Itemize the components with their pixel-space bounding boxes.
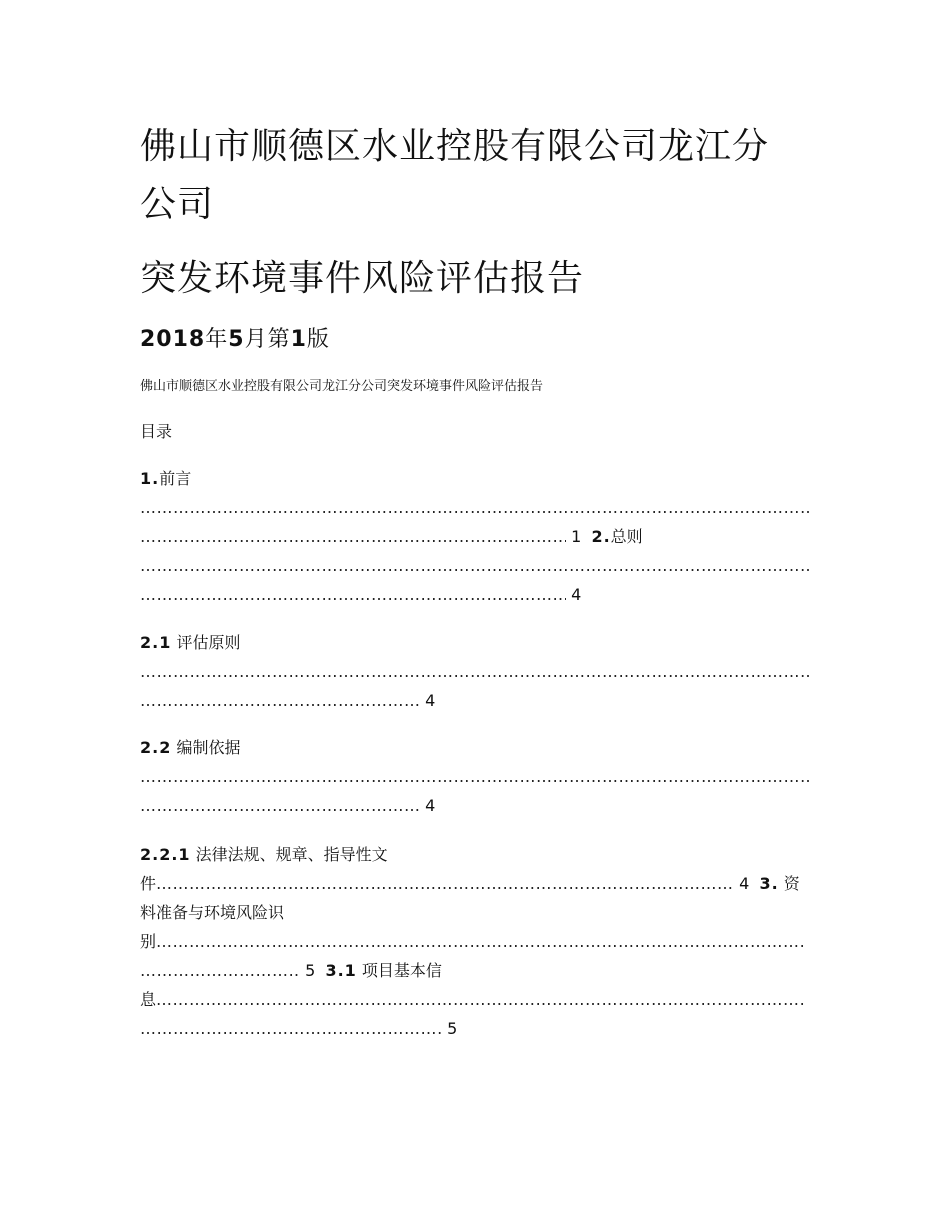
toc-entry-1[interactable] [140, 464, 810, 493]
toc-block-2-2 [140, 733, 810, 820]
toc-block-1 [140, 464, 810, 609]
toc-entry-label: 评估原则 [176, 633, 241, 652]
toc-leader [140, 493, 810, 522]
toc-page-number: 4 [425, 796, 436, 815]
toc-leader [140, 1014, 442, 1043]
toc-entry-label-cont: 别 [140, 932, 157, 951]
toc-entry-label[interactable]: 项目基本信 [361, 961, 442, 980]
toc-leader [140, 762, 810, 791]
toc-entry-number[interactable]: 3.1 [325, 961, 357, 980]
toc-entry-2-1[interactable] [140, 628, 810, 657]
toc-entry-label-cont: 件 [140, 874, 157, 893]
toc-entry-number[interactable]: 3. [759, 874, 779, 893]
toc-leader [140, 551, 810, 580]
title-line-1: 佛山市顺德区水业控股有限公司龙江分公司 [140, 126, 770, 225]
toc-page-number: 1 [571, 527, 582, 546]
toc-page-number: 5 [305, 961, 316, 980]
report-title [140, 250, 584, 308]
edition-month-suffix: 月第 [244, 327, 291, 352]
toc-leader [140, 522, 566, 551]
toc-leader [156, 927, 804, 956]
toc-block-2-1 [140, 628, 810, 715]
edition-version-suffix: 版 [306, 327, 330, 352]
edition-line [140, 322, 330, 358]
toc-leader [140, 657, 810, 686]
toc-entry-number: 2.2.1 [140, 845, 191, 864]
toc-entry-label: 法律法规、规章、指导性文 [195, 845, 388, 864]
toc-page-number: 4 [739, 874, 750, 893]
toc-page-number: 5 [447, 1019, 458, 1038]
toc-heading: 目录 [140, 422, 173, 441]
toc-page-number: 4 [425, 691, 436, 710]
toc-entry-label-cont: 息 [140, 990, 157, 1009]
toc-entry-2-2-1[interactable] [140, 840, 810, 869]
toc-entry-label-cont: 料准备与环境风险识 [140, 903, 285, 922]
toc-leader [140, 686, 420, 715]
title-line-2: 突发环境事件风险评估报告 [140, 258, 585, 299]
toc-leader [140, 580, 566, 609]
toc-entry-label: 前言 [159, 469, 192, 488]
toc-block-2-2-1 [140, 840, 810, 1043]
toc-entry-2-2[interactable] [140, 733, 810, 762]
toc-entry-number: 1. [140, 469, 160, 488]
document-subtitle: 佛山市顺德区水业控股有限公司龙江分公司突发环境事件风险评估报告 [140, 379, 544, 394]
toc-leader [140, 791, 420, 820]
edition-month: 5 [228, 327, 245, 352]
edition-year: 2018 [140, 327, 206, 352]
toc-entry-number[interactable]: 2. [591, 527, 611, 546]
edition-year-suffix: 年 [205, 327, 229, 352]
toc-entry-label[interactable]: 资 [783, 874, 800, 893]
toc-leader [156, 985, 804, 1014]
toc-entry-label: 编制依据 [176, 738, 241, 757]
document-title [140, 118, 800, 234]
edition-version: 1 [290, 327, 307, 352]
toc-leader [140, 956, 300, 985]
toc-entry-number: 2.1 [140, 633, 172, 652]
toc-entry-number: 2.2 [140, 738, 172, 757]
toc-leader [156, 869, 734, 898]
toc-entry-label[interactable]: 总则 [610, 527, 643, 546]
toc-page-number: 4 [571, 585, 582, 604]
